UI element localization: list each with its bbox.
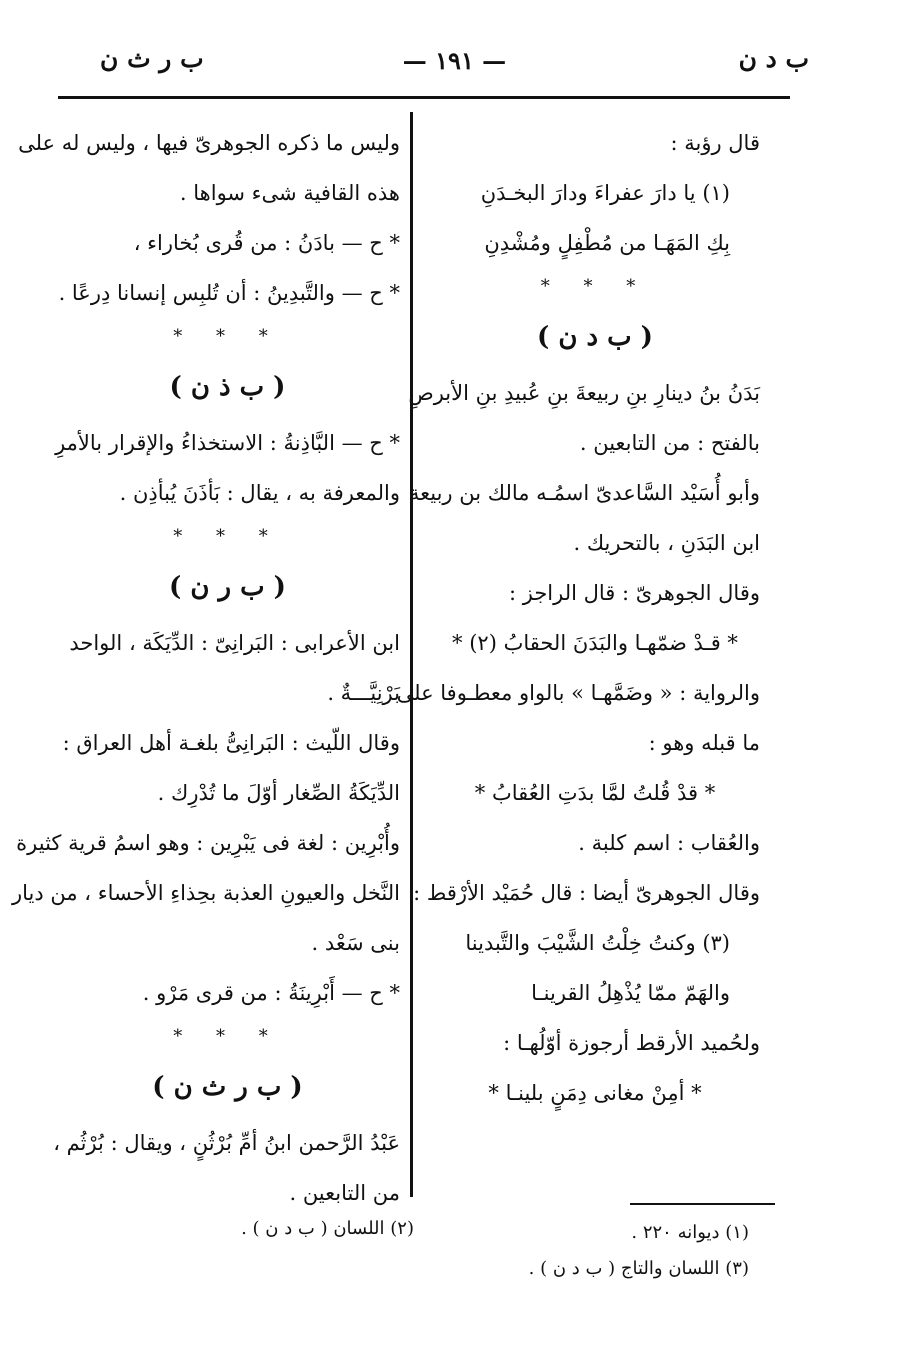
- text-line: ولحُميد الأرقط أرجوزة أوّلُهـا :: [503, 1031, 760, 1055]
- column-separator: [410, 112, 413, 1197]
- text-line: بَدَنُ بنُ دينارِ بنِ ربيعةَ بنِ عُبيدِ بنِ الأبرصِ: [408, 381, 760, 405]
- text-line: وأُبْرِين : لغة فى يَبْرِين : وهو اسمُ قرية كثيرة: [16, 831, 400, 855]
- text-line: وقال اللّيث : البَرانِىُّ بلغـة أهل العراق :: [62, 731, 400, 755]
- entry-heading: ( ب ر ن ): [169, 572, 286, 602]
- text-line: بنى سَعْد .: [311, 931, 400, 955]
- entry-heading: ( ب ر ث ن ): [152, 1072, 303, 1102]
- text-line: (١) يا دارَ عفراءَ ودارَ البخـدَنِ: [480, 181, 730, 205]
- text-line: * ح — والتَّبدِينُ : أن تُلبِس إنسانا دِرعًا .: [58, 281, 400, 305]
- footnote-1: (١) ديوانه ٢٢٠ .: [631, 1222, 749, 1243]
- text-line: الدِّيَكَةُ الصِّغار أوّلَ ما تُدْرِك .: [157, 781, 400, 805]
- entry-heading: ( ب د ن ): [537, 322, 653, 352]
- text-line: والعُقاب : اسم كلبة .: [578, 831, 760, 855]
- text-line: وقال الجوهرىّ أيضا : قال حُمَيْد الأرْقط :: [413, 881, 760, 905]
- text-line: ابن الأعرابى : البَرانِىّ : الدِّيَكَة ، الواحد: [69, 631, 400, 655]
- text-line: والرواية : « وضَمَّهـا » بالواو معطـوفا على: [396, 681, 760, 705]
- text-line: من التابعين .: [289, 1181, 400, 1205]
- text-line: بالفتح : من التابعين .: [579, 431, 760, 455]
- text-line: * أمِنْ مغانى دِمَنٍ بلينـا *: [488, 1081, 702, 1105]
- text-line: (٣) وكنتُ خِلْتُ الشَّيْبَ والتَّبدينا: [465, 931, 730, 955]
- footnote-3: (٣) اللسان والتاج ( ب د ن ) .: [528, 1258, 749, 1279]
- text-line: * ح — بادَنُ : من قُرى بُخاراء ،: [133, 231, 400, 255]
- text-line: والهَمّ ممّا يُذْهِلُ القرينـا: [531, 981, 730, 1005]
- text-line: ما قبله وهو :: [648, 731, 760, 755]
- text-line: وقال الجوهرىّ : قال الراجز :: [508, 581, 760, 605]
- text-line: وأبو أُسَيْد السَّاعدىّ اسمُـه مالك بن ربيعة: [408, 481, 760, 505]
- text-line: * ح — أَبْرِينَةُ : من قرى مَرْو .: [142, 981, 400, 1005]
- text-line: وليس ما ذكره الجوهرىّ فيها ، وليس له على: [18, 131, 400, 155]
- section-divider: * * *: [173, 1026, 282, 1047]
- text-line: * قـدْ ضمّهـا والبَدَنَ الحقابُ (٢) *: [452, 631, 738, 655]
- text-line: هذه القافية شىء سواها .: [179, 181, 400, 205]
- header-rule: [58, 96, 790, 99]
- entry-heading: ( ب ذ ن ): [169, 372, 286, 402]
- section-divider: * * *: [173, 526, 282, 547]
- header-entry-left: ب ر ث ن: [100, 44, 204, 73]
- text-line: * ح — البَّاذِنةُ : الاستخذاءُ والإقرار بالأمرِ: [55, 431, 400, 455]
- text-line: بِكِ المَهَـا من مُطْفِلٍ ومُشْدِنِ: [484, 231, 730, 255]
- text-line: النَّخل والعيونِ العذبة بحِذاءِ الأحساء ، من ديار: [11, 881, 400, 905]
- header-entry-right: ب د ن: [738, 44, 809, 73]
- right-column: [396, 118, 760, 1118]
- text-line: بَرْنِيَّـــةٌ .: [327, 681, 400, 705]
- text-line: والمعرفة به ، يقال : بَأذَنَ يُبأذِن .: [119, 481, 400, 505]
- text-line: عَبْدُ الرَّحمن ابنُ أمِّ بُرْثُنٍ ، ويقال : بُرْثُم ،: [53, 1131, 400, 1155]
- footnote-rule: [630, 1203, 775, 1205]
- section-divider: * * *: [540, 276, 650, 297]
- section-divider: * * *: [173, 326, 282, 347]
- footnote-2: (٢) اللسان ( ب د ن ) .: [241, 1218, 414, 1239]
- text-line: * قدْ قُلتُ لمَّا بدَتِ العُقابُ *: [474, 781, 716, 805]
- text-line: قال رؤبة :: [670, 131, 760, 155]
- left-column: [11, 118, 400, 1218]
- text-line: ابن البَدَنِ ، بالتحريك .: [573, 531, 760, 555]
- page-number: — ١٩١ —: [402, 46, 507, 75]
